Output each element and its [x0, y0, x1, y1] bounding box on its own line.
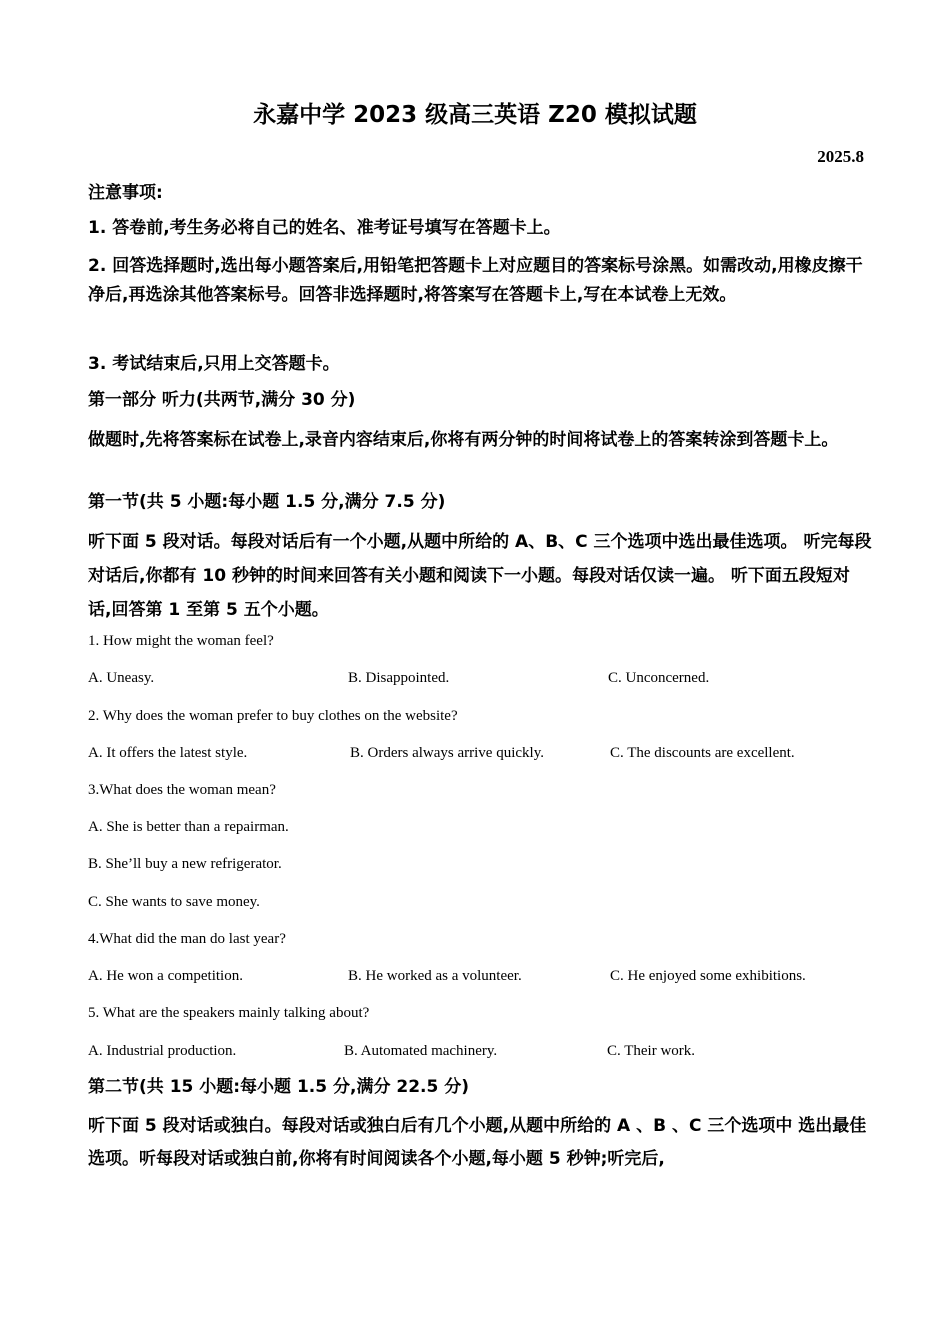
question-option: C. He enjoyed some exhibitions.: [610, 968, 806, 984]
question-stem: 4.What did the man do last year?: [88, 931, 286, 947]
notice-heading: 注意事项:: [88, 183, 163, 203]
section1-instructions: 听下面 5 段对话。每段对话后有一个小题,从题中所给的 A、B、C 三个选项中选出最佳选项。 听完每段对话后,你都有 10 秒钟的时间来回答有关小题和阅读下一小题。每段对话仅读一遍。 听下面五段短对话,回答第 1 至第 5 五个小题。: [88, 532, 872, 620]
question-option: C. The discounts are excellent.: [610, 745, 795, 761]
question-option: B. He worked as a volunteer.: [348, 968, 522, 984]
question-stem: 3.What does the woman mean?: [88, 782, 276, 798]
question-option: B. Orders always arrive quickly.: [350, 745, 544, 761]
question-option: A. Industrial production.: [88, 1043, 237, 1059]
question-option: A. It offers the latest style.: [88, 745, 248, 761]
page-title: 永嘉中学 2023 级高三英语 Z20 模拟试题: [253, 102, 697, 128]
question-option: A. Uneasy.: [88, 670, 155, 686]
question-option: A. She is better than a repairman.: [88, 819, 289, 835]
notice-item: 3. 考试结束后,只用上交答题卡。: [88, 354, 340, 374]
question-option: C. Unconcerned.: [608, 670, 710, 686]
question-stem: 1. How might the woman feel?: [88, 633, 274, 649]
exam-date: 2025.8: [817, 147, 864, 166]
question-option: B. She’ll buy a new refrigerator.: [88, 856, 282, 872]
part1-intro: 做题时,先将答案标在试卷上,录音内容结束后,你将有两分钟的时间将试卷上的答案转涂到答题卡上。: [88, 430, 839, 450]
notice-item: 2. 回答选择题时,选出每小题答案后,用铅笔把答题卡上对应题目的答案标号涂黑。如需改动,用橡皮擦干净后,再选涂其他答案标号。回答非选择题时,将答案写在答题卡上,写在本试卷上无效。: [88, 256, 863, 305]
question-option: C. Their work.: [607, 1043, 696, 1059]
notice-item: 1. 答卷前,考生务必将自己的姓名、准考证号填写在答题卡上。: [88, 218, 561, 238]
section2-heading: 第二节(共 15 小题:每小题 1.5 分,满分 22.5 分): [88, 1077, 470, 1097]
question-option: B. Disappointed.: [348, 670, 450, 686]
section1-heading: 第一节(共 5 小题:每小题 1.5 分,满分 7.5 分): [88, 492, 446, 512]
question-stem: 2. Why does the woman prefer to buy clothes on the website?: [88, 708, 458, 724]
part1-heading: 第一部分 听力(共两节,满分 30 分): [88, 390, 356, 410]
question-option: B. Automated machinery.: [344, 1043, 498, 1059]
section2-instructions: 听下面 5 段对话或独白。每段对话或独白后有几个小题,从题中所给的 A 、B 、C 三个选项中 选出最佳选项。听每段对话或独白前,你将有时间阅读各个小题,每小题 5 秒钟;听完后,: [88, 1116, 867, 1169]
question-stem: 5. What are the speakers mainly talking about?: [88, 1005, 370, 1021]
question-option: A. He won a competition.: [88, 968, 243, 984]
question-option: C. She wants to save money.: [88, 894, 260, 910]
